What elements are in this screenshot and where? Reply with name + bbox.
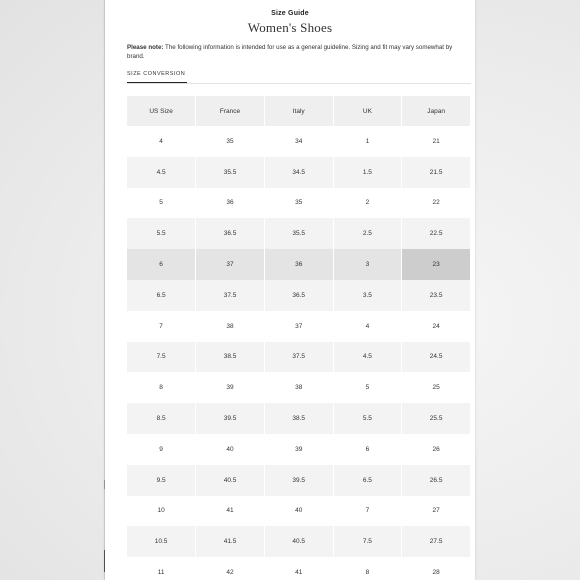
table-cell: 10.5 <box>127 526 196 557</box>
table-cell: 37.5 <box>196 280 265 311</box>
table-body <box>127 126 471 580</box>
table-row[interactable] <box>127 434 471 465</box>
table-row[interactable] <box>127 526 471 557</box>
table-cell: 11 <box>127 557 196 580</box>
table-cell: 40 <box>264 496 333 527</box>
table-header-row <box>127 96 471 126</box>
table-row[interactable] <box>127 188 471 219</box>
note-label: Please note: <box>127 44 164 51</box>
table-cell: 22 <box>402 188 471 219</box>
table-cell: 27.5 <box>402 526 471 557</box>
table-cell: 2 <box>333 188 402 219</box>
table-cell: 34 <box>264 126 333 157</box>
table-cell: 7 <box>333 496 402 527</box>
table-cell: 35.5 <box>196 157 265 188</box>
table-cell: 27 <box>402 496 471 527</box>
table-cell: 6 <box>127 249 196 280</box>
table-cell: 23 <box>402 249 471 280</box>
table-cell: 4.5 <box>127 157 196 188</box>
table-cell: 9 <box>127 434 196 465</box>
table-cell: 28 <box>402 557 471 580</box>
table-cell: 6.5 <box>333 465 402 496</box>
table-cell: 35.5 <box>264 218 333 249</box>
table-cell: 5.5 <box>127 218 196 249</box>
table-cell: 5.5 <box>333 403 402 434</box>
table-row[interactable] <box>127 218 471 249</box>
table-cell: 36.5 <box>196 218 265 249</box>
table-cell: 7.5 <box>127 342 196 373</box>
table-cell: 25 <box>402 372 471 403</box>
table-cell: 5 <box>333 372 402 403</box>
table-cell: 7.5 <box>333 526 402 557</box>
column-header: France <box>196 96 265 126</box>
table-cell: 39 <box>264 434 333 465</box>
column-header: UK <box>333 96 402 126</box>
size-conversion-table-container <box>127 96 471 580</box>
tab-size-conversion[interactable]: SIZE CONVERSION <box>127 70 187 83</box>
column-header: Italy <box>264 96 333 126</box>
table-cell: 36.5 <box>264 280 333 311</box>
table-cell: 8 <box>333 557 402 580</box>
table-cell: 39 <box>196 372 265 403</box>
table-row[interactable] <box>127 126 471 157</box>
table-cell: 39.5 <box>196 403 265 434</box>
sizing-note <box>127 43 462 61</box>
table-cell: 42 <box>196 557 265 580</box>
table-row[interactable] <box>127 342 471 373</box>
table-row[interactable] <box>127 249 471 280</box>
table-cell: 3 <box>333 249 402 280</box>
table-cell: 1 <box>333 126 402 157</box>
table-cell: 2.5 <box>333 218 402 249</box>
table-cell: 37.5 <box>264 342 333 373</box>
table-row[interactable] <box>127 157 471 188</box>
table-cell: 24 <box>402 311 471 342</box>
size-conversion-table <box>127 96 471 580</box>
table-cell: 39.5 <box>264 465 333 496</box>
table-cell: 9.5 <box>127 465 196 496</box>
table-cell: 38 <box>196 311 265 342</box>
table-cell: 4 <box>127 126 196 157</box>
table-cell: 35 <box>264 188 333 219</box>
note-text: The following information is intended for use as a general guideline. Sizing and fit may vary somewhat by brand. <box>127 44 453 60</box>
table-row[interactable] <box>127 496 471 527</box>
table-cell: 24.5 <box>402 342 471 373</box>
table-cell: 22.5 <box>402 218 471 249</box>
table-row[interactable] <box>127 465 471 496</box>
table-cell: 35 <box>196 126 265 157</box>
table-row[interactable] <box>127 403 471 434</box>
table-cell: 34.5 <box>264 157 333 188</box>
table-cell: 26 <box>402 434 471 465</box>
table-cell: 40.5 <box>264 526 333 557</box>
table-cell: 21.5 <box>402 157 471 188</box>
table-cell: 40.5 <box>196 465 265 496</box>
size-guide-title: Size Guide <box>271 10 309 17</box>
table-cell: 25.5 <box>402 403 471 434</box>
table-cell: 4 <box>333 311 402 342</box>
table-cell: 5 <box>127 188 196 219</box>
table-cell: 21 <box>402 126 471 157</box>
table-cell: 36 <box>196 188 265 219</box>
table-cell: 36 <box>264 249 333 280</box>
table-cell: 26.5 <box>402 465 471 496</box>
table-cell: 6.5 <box>127 280 196 311</box>
table-cell: 37 <box>264 311 333 342</box>
table-cell: 38.5 <box>196 342 265 373</box>
table-cell: 7 <box>127 311 196 342</box>
category-heading: Women's Shoes <box>247 20 333 35</box>
table-cell: 37 <box>196 249 265 280</box>
table-cell: 6 <box>333 434 402 465</box>
table-cell: 23.5 <box>402 280 471 311</box>
table-cell: 8 <box>127 372 196 403</box>
table-row[interactable] <box>127 372 471 403</box>
table-cell: 8.5 <box>127 403 196 434</box>
column-header: US Size <box>127 96 196 126</box>
table-row[interactable] <box>127 557 471 580</box>
table-cell: 10 <box>127 496 196 527</box>
table-row[interactable] <box>127 280 471 311</box>
tab-bar <box>127 70 471 84</box>
table-cell: 41 <box>264 557 333 580</box>
table-cell: 38.5 <box>264 403 333 434</box>
table-cell: 3.5 <box>333 280 402 311</box>
table-cell: 4.5 <box>333 342 402 373</box>
table-cell: 40 <box>196 434 265 465</box>
table-cell: 41.5 <box>196 526 265 557</box>
table-cell: 38 <box>264 372 333 403</box>
table-cell: 41 <box>196 496 265 527</box>
table-row[interactable] <box>127 311 471 342</box>
column-header: Japan <box>402 96 471 126</box>
table-cell: 1.5 <box>333 157 402 188</box>
size-guide-panel <box>105 0 475 580</box>
